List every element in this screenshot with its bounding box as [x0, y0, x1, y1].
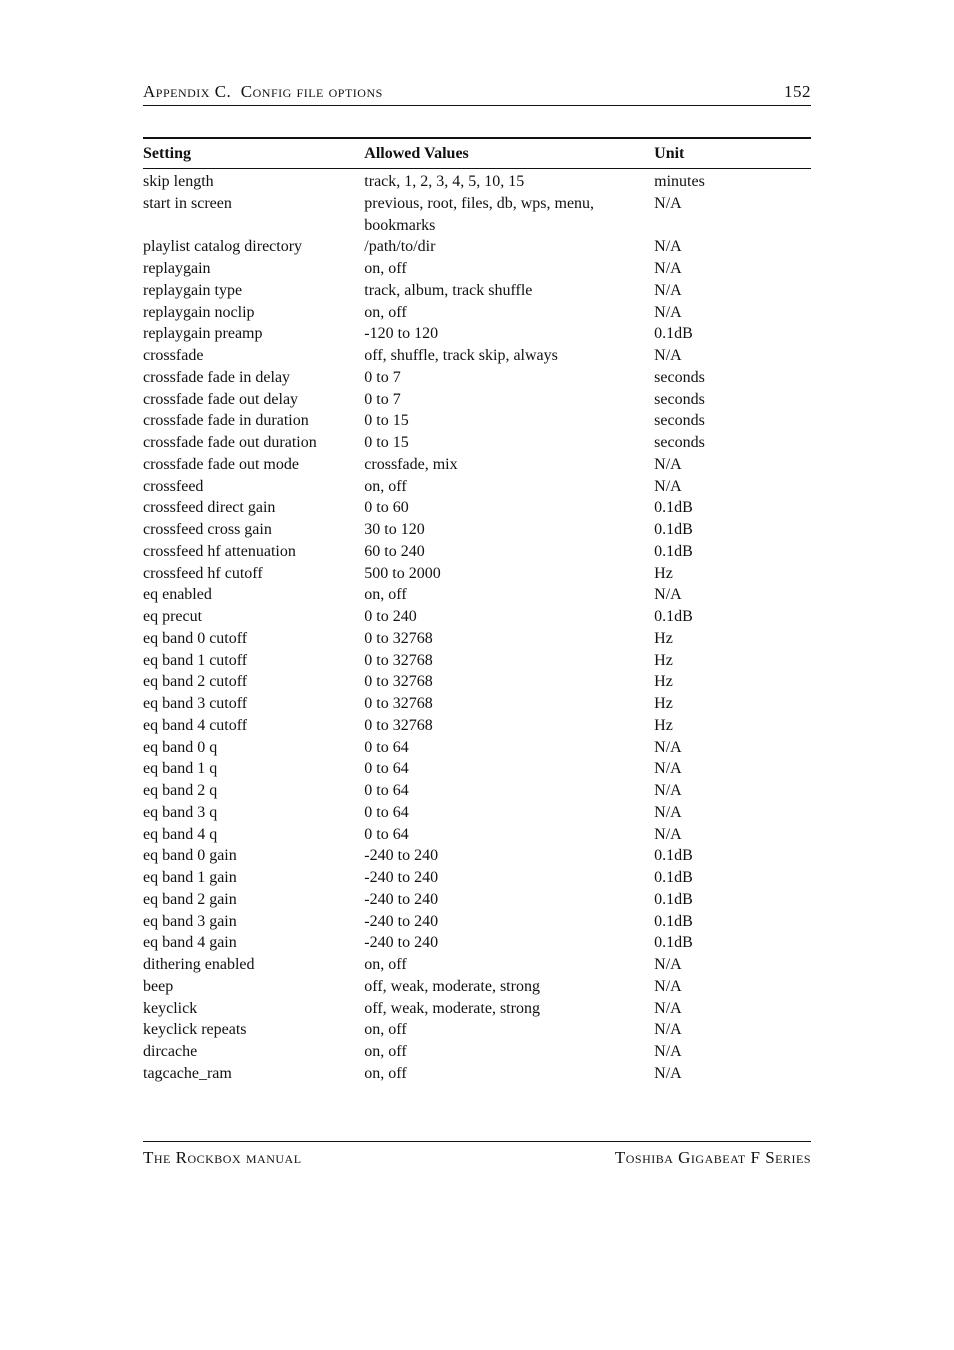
unit-cell: 0.1dB: [654, 325, 693, 343]
setting-cell: eq band 3 q: [143, 803, 218, 821]
allowed-values-cell: 0 to 64: [364, 825, 409, 843]
setting-cell: eq band 2 cutoff: [143, 673, 248, 691]
setting-cell: crossfeed hf cutoff: [143, 564, 263, 582]
unit-cell: Hz: [654, 651, 673, 669]
setting-cell: eq band 3 cutoff: [143, 695, 248, 712]
unit-cell: 0.1dB: [654, 521, 693, 538]
config-options-table: [143, 140, 811, 1085]
table-row: [143, 976, 811, 998]
setting-cell: crossfade fade out duration: [143, 434, 317, 451]
header-chapter: Appendix C.: [143, 82, 232, 101]
table-row: [143, 650, 811, 672]
allowed-values-cell: 0 to 64: [364, 760, 409, 778]
allowed-values-cell: 0 to 7: [364, 390, 401, 408]
table-row: [143, 954, 811, 976]
setting-cell: crossfade fade in delay: [143, 368, 291, 386]
allowed-values-cell: 0 to 32768: [364, 673, 433, 691]
table-row: [143, 780, 811, 802]
allowed-values-cell: off, weak, moderate, strong: [364, 999, 540, 1017]
allowed-values-cell: -240 to 240: [364, 912, 439, 930]
table-top-rule: [143, 137, 811, 139]
setting-cell: crossfade fade in duration: [143, 412, 309, 430]
setting-cell: eq band 4 gain: [143, 934, 237, 952]
header-title: [143, 82, 383, 102]
table-row: [143, 693, 811, 715]
allowed-values-cell: 60 to 240: [364, 542, 425, 560]
table-row: [143, 563, 811, 585]
footer-rule: [143, 1141, 811, 1142]
setting-cell: keyclick: [143, 999, 198, 1017]
table-row: [143, 802, 811, 824]
allowed-values-cell: track, album, track shuffle: [364, 281, 533, 299]
table-row: [143, 715, 811, 737]
unit-cell: Hz: [654, 673, 673, 691]
table-row: [143, 1041, 811, 1063]
allowed-values-cell: off, shuffle, track skip, always: [364, 347, 558, 364]
setting-cell: playlist catalog directory: [143, 238, 303, 256]
allowed-values-cell: 0 to 32768: [364, 695, 433, 712]
unit-cell: N/A: [654, 760, 682, 778]
setting-cell: eq enabled: [143, 586, 212, 604]
allowed-values-cell: off, weak, moderate, strong: [364, 977, 540, 995]
setting-cell: start in screen: [143, 194, 232, 212]
allowed-values-cell: on, off: [364, 303, 407, 321]
setting-cell: eq band 2 q: [143, 782, 218, 799]
allowed-values-cell: -240 to 240: [364, 847, 439, 865]
unit-cell: N/A: [654, 956, 682, 973]
allowed-values-cell: 0 to 64: [364, 782, 409, 799]
unit-cell: seconds: [654, 368, 705, 386]
setting-cell: crossfeed hf attenuation: [143, 542, 296, 560]
table-row: [143, 541, 811, 563]
setting-cell: keyclick repeats: [143, 1021, 247, 1039]
table-row: [143, 167, 811, 193]
allowed-values-cell: /path/to/dir: [364, 238, 436, 256]
allowed-values-cell: previous, root, files, db, wps, menu, bookmarks: [364, 194, 595, 234]
allowed-values-cell: track, 1, 2, 3, 4, 5, 10, 15: [364, 173, 525, 190]
allowed-values-cell: on, off: [364, 956, 407, 973]
allowed-values-cell: 0 to 32768: [364, 629, 433, 647]
setting-cell: replaygain: [143, 260, 211, 277]
table-row: [143, 389, 811, 411]
table-row: [143, 454, 811, 476]
unit-cell: N/A: [654, 194, 682, 212]
allowed-values-cell: -240 to 240: [364, 869, 439, 886]
header-rule: [143, 105, 811, 106]
unit-cell: N/A: [654, 455, 682, 473]
unit-cell: N/A: [654, 977, 682, 995]
setting-cell: eq band 2 gain: [143, 890, 237, 908]
table-row: [143, 867, 811, 889]
column-header-setting: Setting: [143, 144, 191, 162]
unit-cell: N/A: [654, 238, 682, 256]
setting-cell: replaygain noclip: [143, 303, 255, 321]
table-body: [143, 167, 811, 1085]
setting-cell: eq band 4 cutoff: [143, 716, 248, 734]
unit-cell: N/A: [654, 738, 682, 756]
unit-cell: 0.1dB: [654, 608, 693, 625]
table-row: [143, 519, 811, 541]
setting-cell: crossfeed cross gain: [143, 521, 272, 538]
allowed-values-cell: -120 to 120: [364, 325, 439, 343]
unit-cell: N/A: [654, 586, 682, 604]
unit-cell: seconds: [654, 390, 705, 408]
allowed-values-cell: 0 to 7: [364, 368, 401, 386]
unit-cell: 0.1dB: [654, 912, 693, 930]
unit-cell: N/A: [654, 825, 682, 843]
table-row: [143, 280, 811, 302]
unit-cell: N/A: [654, 1043, 682, 1060]
table-row: [143, 432, 811, 454]
unit-cell: N/A: [654, 281, 682, 299]
setting-cell: eq band 1 gain: [143, 869, 237, 886]
table-row: [143, 476, 811, 498]
table-row: [143, 367, 811, 389]
footer-manual-title: The Rockbox manual: [143, 1148, 302, 1167]
unit-cell: Hz: [654, 716, 673, 734]
unit-cell: N/A: [654, 803, 682, 821]
allowed-values-cell: 0 to 240: [364, 608, 417, 625]
table-row: [143, 845, 811, 867]
allowed-values-cell: 0 to 32768: [364, 716, 433, 734]
allowed-values-cell: 0 to 60: [364, 499, 409, 517]
setting-cell: dircache: [143, 1043, 198, 1060]
unit-cell: minutes: [654, 173, 705, 190]
allowed-values-cell: 0 to 64: [364, 803, 409, 821]
unit-cell: N/A: [654, 1021, 682, 1039]
unit-cell: 0.1dB: [654, 934, 693, 952]
allowed-values-cell: on, off: [364, 477, 407, 495]
allowed-values-cell: 0 to 64: [364, 738, 409, 756]
table-row: [143, 758, 811, 780]
unit-cell: N/A: [654, 999, 682, 1017]
unit-cell: N/A: [654, 347, 682, 364]
allowed-values-cell: crossfade, mix: [364, 455, 458, 473]
allowed-values-cell: -240 to 240: [364, 934, 439, 952]
unit-cell: Hz: [654, 564, 673, 582]
table-row: [143, 497, 811, 519]
table-row: [143, 737, 811, 759]
unit-cell: N/A: [654, 477, 682, 495]
setting-cell: beep: [143, 977, 174, 995]
table-row: [143, 584, 811, 606]
footer-device-name: Toshiba Gigabeat F Series: [614, 1148, 811, 1167]
setting-cell: crossfade: [143, 347, 204, 364]
setting-cell: replaygain type: [143, 281, 243, 299]
table-row: [143, 345, 811, 367]
setting-cell: crossfade fade out delay: [143, 390, 299, 408]
unit-cell: 0.1dB: [654, 542, 693, 560]
table-row: [143, 302, 811, 324]
allowed-values-cell: on, off: [364, 1021, 407, 1039]
setting-cell: tagcache_ram: [143, 1064, 232, 1082]
allowed-values-cell: 500 to 2000: [364, 564, 441, 582]
unit-cell: seconds: [654, 434, 705, 451]
running-header: [143, 82, 811, 104]
unit-cell: N/A: [654, 303, 682, 321]
unit-cell: N/A: [654, 1064, 682, 1082]
table-row: [143, 911, 811, 933]
setting-cell: eq band 0 cutoff: [143, 629, 248, 647]
setting-cell: eq band 0 gain: [143, 847, 237, 865]
table-row: [143, 628, 811, 650]
allowed-values-cell: 0 to 15: [364, 412, 409, 430]
table-row: [143, 258, 811, 280]
column-header-allowed-values: Allowed Values: [364, 144, 469, 162]
table-row: [143, 236, 811, 258]
setting-cell: dithering enabled: [143, 956, 255, 973]
unit-cell: Hz: [654, 695, 673, 712]
table-row: [143, 889, 811, 911]
allowed-values-cell: 30 to 120: [364, 521, 425, 538]
table-row: [143, 1019, 811, 1041]
header-section: Config file options: [240, 82, 383, 101]
setting-cell: replaygain preamp: [143, 325, 263, 343]
unit-cell: N/A: [654, 782, 682, 799]
setting-cell: skip length: [143, 173, 214, 190]
allowed-values-cell: 0 to 15: [364, 434, 409, 451]
table-row: [143, 606, 811, 628]
setting-cell: eq band 0 q: [143, 738, 218, 756]
table-header-row: [143, 140, 811, 167]
table-row: [143, 323, 811, 345]
table-row: [143, 410, 811, 432]
running-footer: [143, 1148, 811, 1170]
table-row: [143, 998, 811, 1020]
table-row: [143, 932, 811, 954]
allowed-values-cell: on, off: [364, 260, 407, 277]
setting-cell: eq precut: [143, 608, 203, 625]
allowed-values-cell: on, off: [364, 586, 407, 604]
unit-cell: seconds: [654, 412, 705, 430]
setting-cell: eq band 4 q: [143, 825, 218, 843]
page-number: 152: [784, 82, 811, 101]
allowed-values-cell: -240 to 240: [364, 890, 439, 908]
unit-cell: N/A: [654, 260, 682, 277]
setting-cell: eq band 3 gain: [143, 912, 237, 930]
table-row: [143, 193, 811, 237]
column-header-unit: Unit: [654, 144, 685, 162]
allowed-values-cell: on, off: [364, 1043, 407, 1060]
unit-cell: 0.1dB: [654, 847, 693, 865]
table-row: [143, 824, 811, 846]
allowed-values-cell: 0 to 32768: [364, 651, 433, 669]
allowed-values-cell: on, off: [364, 1064, 407, 1082]
setting-cell: crossfeed direct gain: [143, 499, 276, 517]
setting-cell: eq band 1 q: [143, 760, 218, 778]
table-row: [143, 1063, 811, 1085]
unit-cell: 0.1dB: [654, 869, 693, 886]
table-row: [143, 671, 811, 693]
setting-cell: eq band 1 cutoff: [143, 651, 248, 669]
setting-cell: crossfeed: [143, 477, 204, 495]
unit-cell: Hz: [654, 629, 673, 647]
setting-cell: crossfade fade out mode: [143, 455, 299, 473]
unit-cell: 0.1dB: [654, 499, 693, 517]
unit-cell: 0.1dB: [654, 890, 693, 908]
